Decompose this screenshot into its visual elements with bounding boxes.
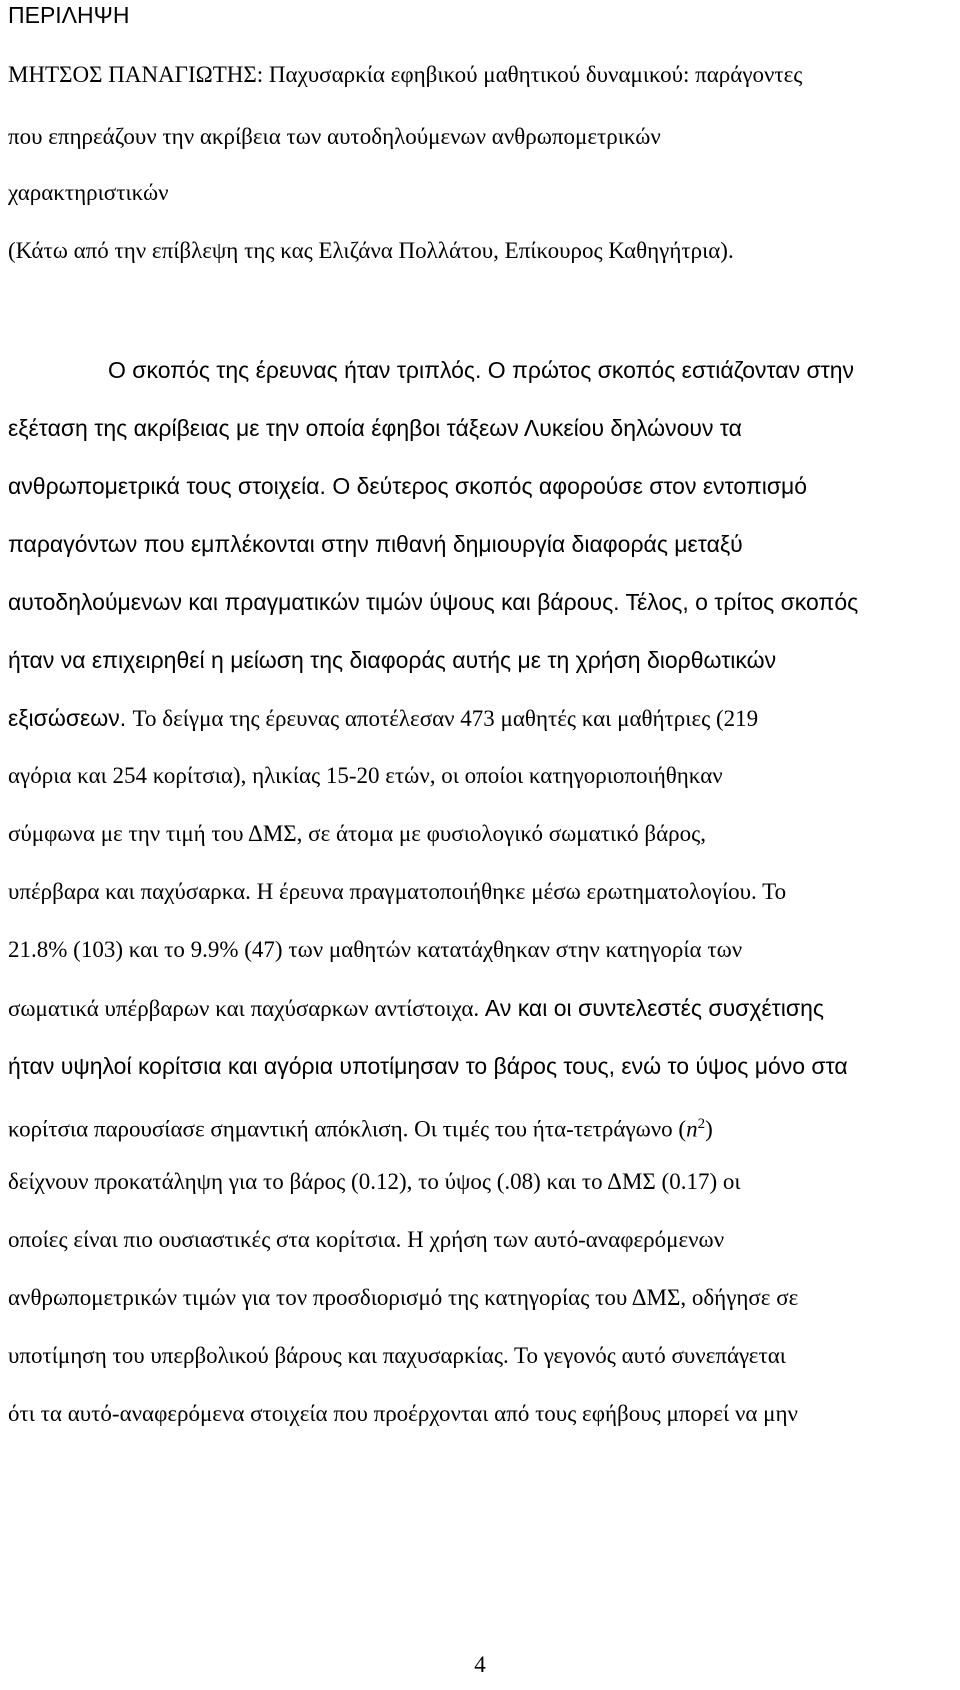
eta-symbol: n xyxy=(686,1116,698,1142)
body-line-19: ότι τα αυτό-αναφερόμενα στοιχεία που προέρχονται από τους εφήβους μπορεί να μην xyxy=(8,1401,798,1426)
body-line-4: παραγόντων που εμπλέκονται στην πιθανή δημιουργία διαφοράς μεταξύ xyxy=(8,531,743,557)
body-line-7-part-b: Το δείγμα της έρευνας αποτέλεσαν 473 μαθητές και μαθήτριες (219 xyxy=(132,706,759,731)
body-line-13: ήταν υψηλοί κορίτσια και αγόρια υποτίμησαν το βάρος τους, ενώ το ύψος μόνο στα xyxy=(8,1053,848,1079)
title-line-2: που επηρεάζουν την ακρίβεια των αυτοδηλούμενων ανθρωπομετρικών xyxy=(8,124,661,149)
body-line-14-text: κορίτσια παρουσίασε σημαντική απόκλιση. Οι τιμές του ήτα-τετράγωνο ( xyxy=(8,1116,687,1142)
body-line-8: αγόρια και 254 κορίτσια), ηλικίας 15-20 ετών, οι οποίοι κατηγοριοποιήθηκαν xyxy=(8,763,723,788)
body-line-9: σύμφωνα με την τιμή του ΔΜΣ, σε άτομα με φυσιολογικό σωματικό βάρος, xyxy=(8,821,706,846)
body-line-16: οποίες είναι πιο ουσιαστικές στα κορίτσια. Η χρήση των αυτό-αναφερόμενων xyxy=(8,1227,725,1252)
author-title-line: ΜΗΤΣΟΣ ΠΑΝΑΓΙΩΤΗΣ: Παχυσαρκία εφηβικού μαθητικού δυναμικού: παράγοντες xyxy=(8,62,803,87)
body-line-7-part-a: εξισώσεων. xyxy=(8,705,133,731)
body-line-14 xyxy=(8,1109,713,1145)
body-line-17: ανθρωπομετρικών τιμών για τον προσδιορισμό της κατηγορίας του ΔΜΣ, οδήγησε σε xyxy=(8,1285,799,1310)
body-line-6: ήταν να επιχειρηθεί η μείωση της διαφοράς αυτής με τη χρήση διορθωτικών xyxy=(8,647,777,673)
body-line-14-close: ) xyxy=(705,1116,713,1142)
page-number: 4 xyxy=(474,1652,486,1677)
body-line-2: εξέταση της ακρίβειας με την οποία έφηβοι τάξεων Λυκείου δηλώνουν τα xyxy=(8,415,742,441)
body-line-10: υπέρβαρα και παχύσαρκα. Η έρευνα πραγματοποιήθηκε μέσω ερωτηματολογίου. Το xyxy=(8,879,787,904)
body-line-7 xyxy=(8,703,758,734)
body-line-12 xyxy=(8,993,824,1024)
body-line-5-part-a: αυτοδηλούμενων και πραγματικών τιμών ύψους και βάρους. xyxy=(8,589,626,615)
body-line-12-part-b: Αν και οι συντελεστές συσχέτισης xyxy=(484,995,824,1021)
body-line-3-part-a: ανθρωπομετρικά τους στοιχεία. xyxy=(8,473,333,499)
supervision-line: (Κάτω από την επίβλεψη της κας Ελιζάνα Πολλάτου, Επίκουρος Καθηγήτρια). xyxy=(8,238,734,263)
body-line-3-part-b: Ο δεύτερος σκοπός αφορούσε στον εντοπισμό xyxy=(332,473,808,499)
body-line-5 xyxy=(8,587,858,618)
title-line-3: χαρακτηριστικών xyxy=(8,180,169,205)
body-line-18: υποτίμηση του υπερβολικού βάρους και παχυσαρκίας. Το γεγονός αυτό συνεπάγεται xyxy=(8,1343,786,1368)
body-line-15: δείχνουν προκατάληψη για το βάρος (0.12), το ύψος (.08) και το ΔΜΣ (0.17) οι xyxy=(8,1169,741,1194)
abstract-heading: ΠΕΡΙΛΗΨΗ xyxy=(8,2,130,28)
body-line-1: Ο σκοπός της έρευνας ήταν τριπλός. Ο πρώτος σκοπός εστιάζονταν στην xyxy=(108,357,855,383)
body-line-11: 21.8% (103) και το 9.9% (47) των μαθητών κατατάχθηκαν στην κατηγορία των xyxy=(8,937,743,962)
body-line-5-part-b: Τέλος, ο τρίτος σκοπός xyxy=(625,589,859,615)
body-line-12-part-a: σωματικά υπέρβαρων και παχύσαρκων αντίστοιχα. xyxy=(8,996,485,1021)
body-line-3 xyxy=(8,471,807,502)
eta-superscript: 2 xyxy=(697,1116,706,1132)
